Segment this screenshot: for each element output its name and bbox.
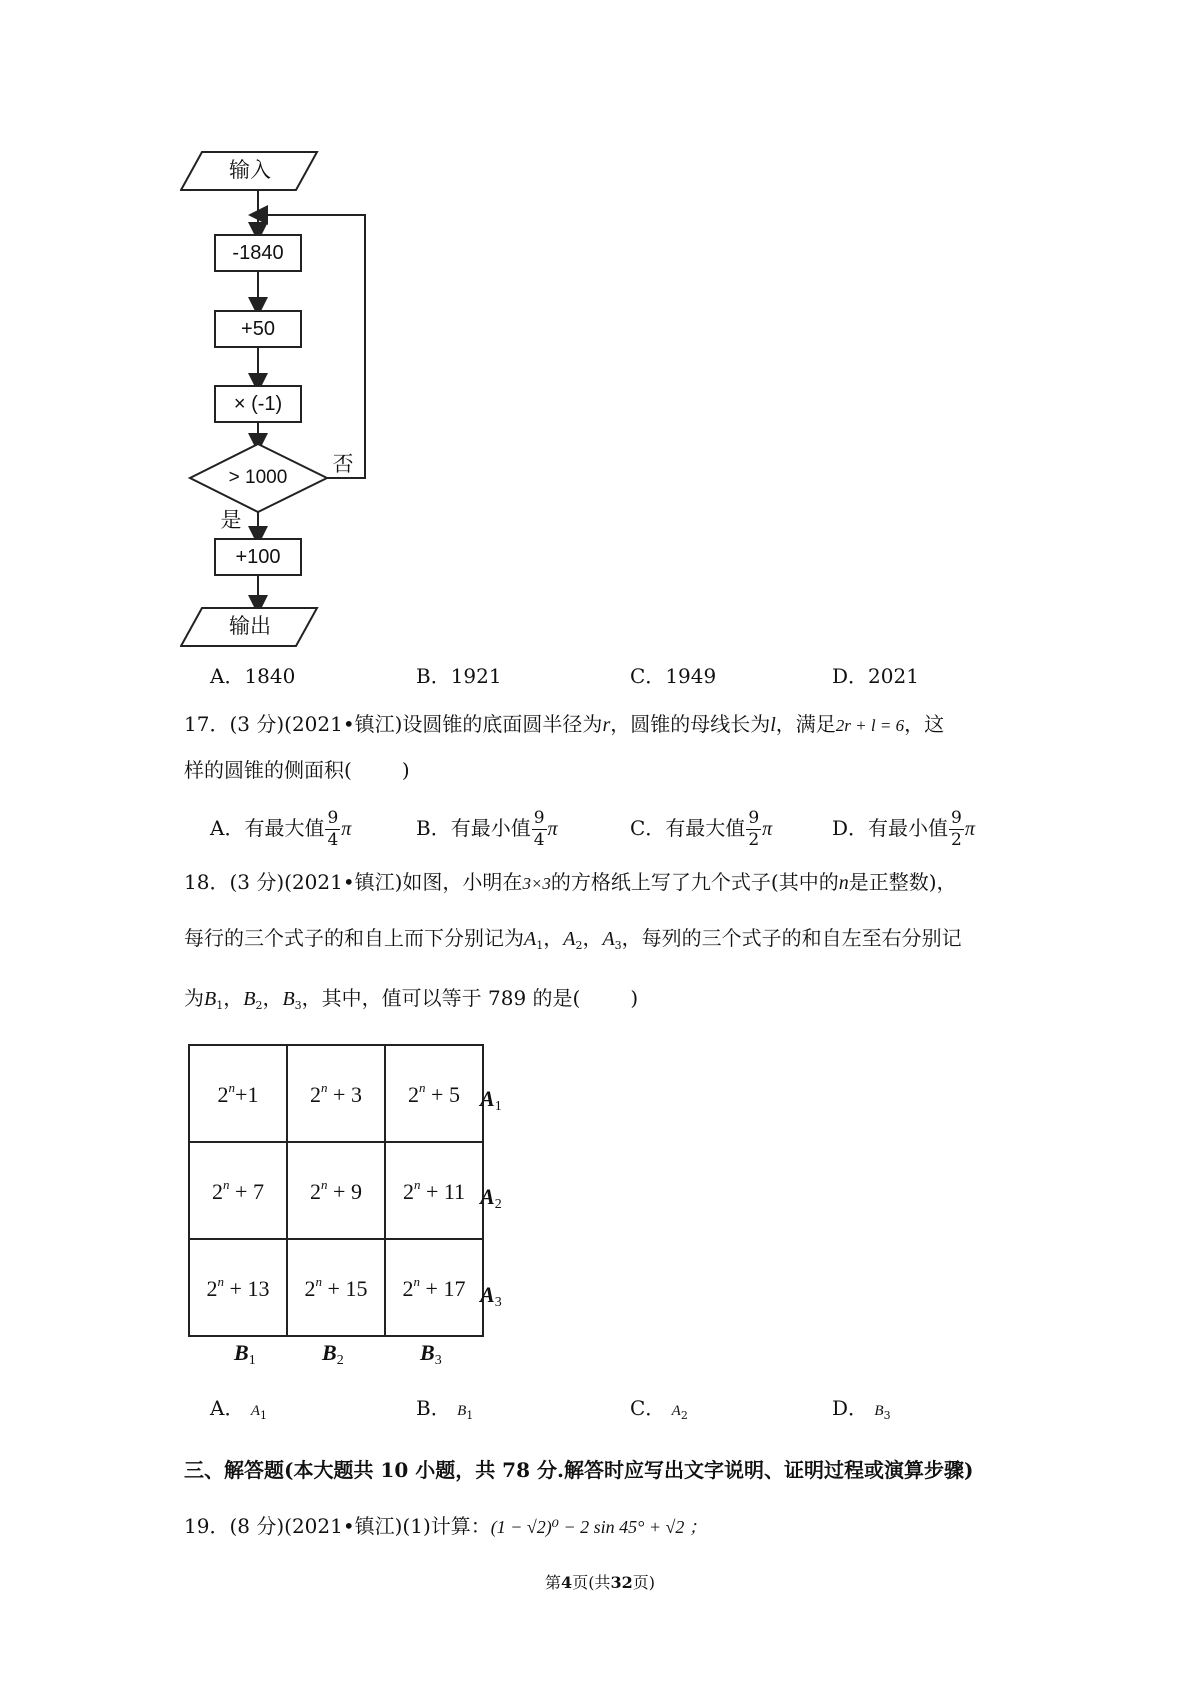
q18-options	[210, 1398, 1010, 1424]
q18-stem-line3: 为$B_1$，$B_2$，$B_3$，其中，值可以等于 789 的是( )	[184, 986, 639, 1012]
flowchart-step-subtract: -1840	[214, 234, 302, 272]
q17-stem-line1: 17．(3 分)(2021•镇江)设圆锥的底面圆半径为r，圆锥的母线长为l，满足2r + l = 6，这	[184, 712, 945, 736]
flowchart-output-label: 输出	[229, 614, 271, 638]
grid-cell: $2^n + 7$	[189, 1142, 287, 1239]
q18-option-a[interactable]: A． $A_1$	[210, 1396, 267, 1422]
grid-col-label-b3: B3	[420, 1340, 442, 1368]
grid-cell: $2^n + 9$	[287, 1142, 385, 1239]
q17-option-d[interactable]: D．有最小值 $\frac{9}{2}$ π	[832, 808, 975, 850]
flowchart-step-add50: +50	[214, 310, 302, 348]
q16-option-b[interactable]: B．1921	[416, 664, 502, 688]
q18-option-b[interactable]: B． $B_1$	[416, 1396, 474, 1422]
q16-option-c[interactable]: C．1949	[630, 664, 717, 688]
flowchart	[180, 150, 380, 650]
q17-stem-line2: 样的圆锥的侧面积( )	[184, 758, 410, 782]
grid-row-label-a2: A2	[480, 1184, 502, 1212]
page-footer: 第4页(共32页)	[545, 1573, 655, 1592]
q18-stem-line2: 每行的三个式子的和自上而下分别记为$A_1$，$A_2$，$A_3$，每列的三个式子的和自左至右分别记	[184, 926, 962, 952]
q17-option-b[interactable]: B．有最小值 $\frac{9}{4}$ π	[416, 808, 558, 850]
q18-option-c[interactable]: C． $A_2$	[630, 1396, 688, 1422]
grid-cell: $2^n + 3$	[287, 1045, 385, 1142]
flowchart-no-label: 否	[332, 452, 354, 476]
grid-col-label-b2: B2	[322, 1340, 344, 1368]
q16-options	[210, 666, 1010, 692]
section-heading: 三、解答题(本大题共 10 小题，共 78 分.解答时应写出文字说明、证明过程或演算步骤)	[184, 1458, 974, 1482]
grid-row-label-a1: A1	[480, 1086, 502, 1114]
flowchart-input-label: 输入	[229, 158, 271, 182]
q18-stem-line1: 18．(3 分)(2021•镇江)如图，小明在3×3的方格纸上写了九个式子(其中的n是正整数)，	[184, 870, 957, 894]
q17-option-c[interactable]: C．有最大值 $\frac{9}{2}$ π	[630, 808, 773, 850]
q16-option-a[interactable]: A．1840	[210, 664, 296, 688]
flowchart-step-negate: × (-1)	[214, 385, 302, 423]
grid-row-label-a3: A3	[480, 1282, 502, 1310]
flowchart-yes-label: 是	[220, 508, 242, 532]
grid-cell: $2^n + 5$	[385, 1045, 483, 1142]
flowchart-step-add100: +100	[214, 538, 302, 576]
grid-cell: $2^n+1$	[189, 1045, 287, 1142]
q16-option-d[interactable]: D．2021	[832, 664, 919, 688]
q17-option-a[interactable]: A．有最大值 $\frac{9}{4}$ π	[210, 808, 352, 850]
q18-option-d[interactable]: D． $B_3$	[832, 1396, 891, 1422]
grid-cell: $2^n + 11$	[385, 1142, 483, 1239]
grid-cell: $2^n + 13$	[189, 1239, 287, 1336]
grid-col-label-b1: B1	[234, 1340, 256, 1368]
grid-cell: $2^n + 17$	[385, 1239, 483, 1336]
q18-grid	[188, 1044, 484, 1337]
q17-options	[210, 802, 1010, 858]
q19-stem: 19．(8 分)(2021•镇江)(1)计算：(1 − √2)⁰ − 2 sin 45° + √2 ；	[184, 1514, 707, 1538]
grid-cell: $2^n + 15$	[287, 1239, 385, 1336]
flowchart-condition-label: > 1000	[228, 467, 288, 488]
